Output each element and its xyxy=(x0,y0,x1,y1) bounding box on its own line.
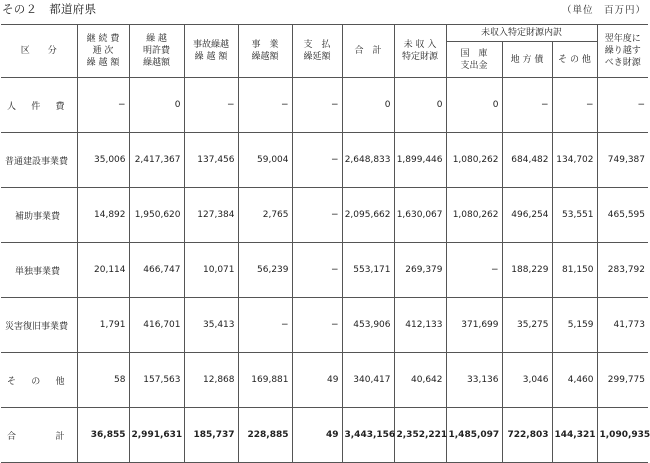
cell-unearned: 269,379 xyxy=(394,243,446,298)
cell-local-bond: 496,254 xyxy=(502,188,552,243)
data-table xyxy=(1,24,648,463)
cell-payment: 49 xyxy=(292,408,342,463)
cell-accident: 127,384 xyxy=(184,188,238,243)
cell-accident: − xyxy=(184,78,238,133)
cell-unearned: 1,630,067 xyxy=(394,188,446,243)
cell-payment: − xyxy=(292,78,342,133)
cell-payment: − xyxy=(292,243,342,298)
cell-unearned: 2,352,221 xyxy=(394,408,446,463)
cell-carried: 157,563 xyxy=(129,353,184,408)
table-row-total xyxy=(1,408,648,463)
cell-project: 169,881 xyxy=(238,353,292,408)
cell-accident: 10,071 xyxy=(184,243,238,298)
cell-national: 1,080,262 xyxy=(446,188,502,243)
row-label: 災害復旧事業費 xyxy=(1,298,77,353)
cell-total: 340,417 xyxy=(342,353,394,408)
cell-total: 2,648,833 xyxy=(342,133,394,188)
table-row xyxy=(1,78,648,133)
table-row xyxy=(1,353,648,408)
cell-continued: 14,892 xyxy=(77,188,129,243)
row-label: 普通建設事業費 xyxy=(1,133,77,188)
cell-other: − xyxy=(552,78,597,133)
cell-total: 453,906 xyxy=(342,298,394,353)
cell-payment: − xyxy=(292,188,342,243)
cell-continued: 1,791 xyxy=(77,298,129,353)
cell-carried: 0 xyxy=(129,78,184,133)
cell-payment: − xyxy=(292,298,342,353)
cell-payment: 49 xyxy=(292,353,342,408)
page-title: その２ 都道府県 xyxy=(2,2,97,16)
header-national: 国 庫 支出金 xyxy=(446,42,502,78)
cell-national: 371,699 xyxy=(446,298,502,353)
cell-carried: 1,950,620 xyxy=(129,188,184,243)
cell-unearned: 40,642 xyxy=(394,353,446,408)
unit-note: （単位 百万円） xyxy=(561,5,646,16)
header-total: 合 計 xyxy=(342,25,394,78)
header-other: そ の 他 xyxy=(552,42,597,78)
cell-project: 228,885 xyxy=(238,408,292,463)
cell-next-year: 41,773 xyxy=(597,298,648,353)
cell-next-year: 283,792 xyxy=(597,243,648,298)
cell-unearned: 412,133 xyxy=(394,298,446,353)
table-row xyxy=(1,188,648,243)
header-category: 区 分 xyxy=(1,25,77,78)
cell-next-year: 749,387 xyxy=(597,133,648,188)
cell-local-bond: − xyxy=(502,78,552,133)
cell-project: 59,004 xyxy=(238,133,292,188)
cell-next-year: 465,595 xyxy=(597,188,648,243)
cell-project: − xyxy=(238,298,292,353)
cell-accident: 137,456 xyxy=(184,133,238,188)
cell-project: 2,765 xyxy=(238,188,292,243)
table-body xyxy=(1,78,648,463)
cell-carried: 416,701 xyxy=(129,298,184,353)
cell-national: 33,136 xyxy=(446,353,502,408)
row-label: 補助事業費 xyxy=(1,188,77,243)
row-label: 単独事業費 xyxy=(1,243,77,298)
cell-other: 134,702 xyxy=(552,133,597,188)
cell-total: 553,171 xyxy=(342,243,394,298)
cell-unearned: 1,899,446 xyxy=(394,133,446,188)
cell-continued: 36,855 xyxy=(77,408,129,463)
cell-carried: 2,417,367 xyxy=(129,133,184,188)
row-label: そ の 他 xyxy=(1,353,77,408)
cell-total: 0 xyxy=(342,78,394,133)
cell-next-year: − xyxy=(597,78,648,133)
cell-other: 5,159 xyxy=(552,298,597,353)
header-continued: 継 続 費 逓 次 繰 越 額 xyxy=(77,25,129,78)
cell-other: 4,460 xyxy=(552,353,597,408)
cell-other: 53,551 xyxy=(552,188,597,243)
header-carried: 繰 越 明許費 繰越額 xyxy=(129,25,184,78)
cell-project: 56,239 xyxy=(238,243,292,298)
header-project: 事 業 繰越額 xyxy=(238,25,292,78)
cell-accident: 12,868 xyxy=(184,353,238,408)
cell-local-bond: 35,275 xyxy=(502,298,552,353)
cell-total: 2,095,662 xyxy=(342,188,394,243)
cell-next-year: 1,090,935 xyxy=(597,408,648,463)
cell-national: 0 xyxy=(446,78,502,133)
header-accident: 事故繰越 繰 越 額 xyxy=(184,25,238,78)
cell-continued: − xyxy=(77,78,129,133)
cell-next-year: 299,775 xyxy=(597,353,648,408)
cell-continued: 35,006 xyxy=(77,133,129,188)
cell-national: 1,485,097 xyxy=(446,408,502,463)
cell-continued: 20,114 xyxy=(77,243,129,298)
cell-national: 1,080,262 xyxy=(446,133,502,188)
table-row xyxy=(1,133,648,188)
cell-local-bond: 684,482 xyxy=(502,133,552,188)
cell-local-bond: 3,046 xyxy=(502,353,552,408)
cell-unearned: 0 xyxy=(394,78,446,133)
cell-carried: 2,991,631 xyxy=(129,408,184,463)
cell-other: 144,321 xyxy=(552,408,597,463)
cell-payment: − xyxy=(292,133,342,188)
cell-total: 3,443,156 xyxy=(342,408,394,463)
table-row xyxy=(1,298,648,353)
row-label: 合 計 xyxy=(1,408,77,463)
cell-project: − xyxy=(238,78,292,133)
header-payment: 支 払 繰延額 xyxy=(292,25,342,78)
header-unearned: 未 収 入 特定財源 xyxy=(394,25,446,78)
cell-accident: 185,737 xyxy=(184,408,238,463)
table-row xyxy=(1,243,648,298)
cell-other: 81,150 xyxy=(552,243,597,298)
cell-continued: 58 xyxy=(77,353,129,408)
cell-local-bond: 188,229 xyxy=(502,243,552,298)
cell-local-bond: 722,803 xyxy=(502,408,552,463)
row-label: 人 件 費 xyxy=(1,78,77,133)
cell-national: − xyxy=(446,243,502,298)
cell-accident: 35,413 xyxy=(184,298,238,353)
header-breakdown: 未収入特定財源内訳 xyxy=(446,25,597,42)
header-next-year: 翌年度に 繰り越す べき財源 xyxy=(597,25,648,78)
cell-carried: 466,747 xyxy=(129,243,184,298)
header-local-bond: 地 方 債 xyxy=(502,42,552,78)
